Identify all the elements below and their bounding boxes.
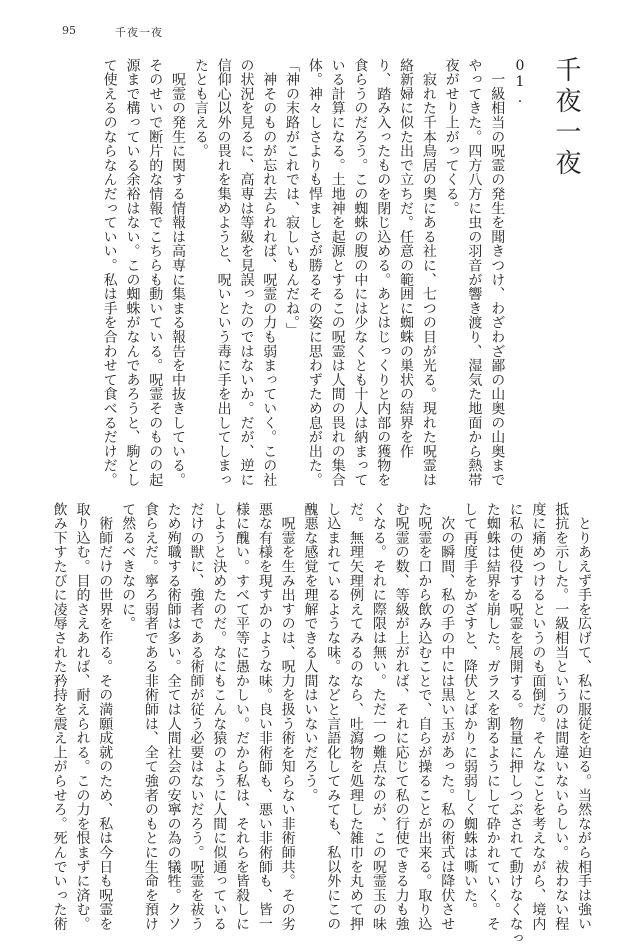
paragraph: 術師だけの世界を作る。その満願成就のため、私は今日も呪霊を 取り込む。目的さえあれば、耐えられる。この力を恨まずに済む。 飲み下すたびに凌辱された矜持を震え上がらせろ。死んでいった術: [51, 502, 114, 931]
top-text-block: [98, 58, 531, 487]
paragraph: 呪霊を生み出すのは、呪力を扱う術を知らない非術師共。その劣 悪な有様を現すかのような味。良い非術師も、悪い非術師も、皆一 様に醜い。すべて平等に愚かしい。だから私は、それらを皆殺しに しようと決めたのだ。なにもこんな猿のように人間に似通っている だけの獣に、強者である術師が従う必要はないだろう。呪霊を祓う ため殉職する術師は多い。全ては人間社会の安寧の為の犠牲。クソ 食らえだ。寧ろ弱者である非術師は、全て強者のもとに生命を預け て然るべきなのに。: [120, 502, 296, 931]
paragraph: 次の瞬間、私の手の中には黒い玉があった。私の術式は降伏させ た呪霊を口から飲み込むことで、自らが操ることが出来る。取り込 む呪霊の数、等級が上がれば、それに応じて私の行使できる力も強 くなる。それに際限は無い。ただ一つ難点なのが、この呪霊玉の味 だ。無理矢理例えてみるのなら、吐瀉物を処理した雑巾を丸めて押 し込まれているような味。などと言語化してみても、私以外にこの 醜悪な感覚を理解できる人間はいないだろう。: [302, 502, 456, 931]
bottom-text-block: [48, 502, 595, 945]
paragraph: とりあえず手を広げて、私に服従を迫る。当然ながら相手は強い 抵抗を示した。一級相当というのは間違いないらしい。祓わない程 度に痛めつけるというのも面倒だ。そんなことを考えながら、境内 に私の使役する呪霊を展開する。物量に押しつぶされて動けなくなっ た蜘蛛は結界を崩した。ガラスを割るようにして砕かれていく。そ して再度手をかざすと、降伏とばかりに弱弱しく蜘蛛は嘶いた。: [462, 502, 592, 945]
chapter-title: 千夜一夜: [551, 56, 581, 180]
paragraph: 一級相当の呪霊の発生を聞きつけ、わざわざ鄙の山奥の山奥まで やってきた。四方八方に虫の羽音が響き渡り、湿気た地面から熱帯 夜がせり上がってくる。: [443, 58, 506, 487]
dialogue-line: 「神の末路がこれでは、寂しいもんだね。」: [284, 58, 301, 337]
page-number: 95: [62, 24, 76, 37]
paragraph: 神そのものが忘れ去られれば、呪霊の力も弱まっていく。この社 の状況を見るに、高専は等級を見誤ったのではないか。だが、逆に 信仰心以外の畏れを集めようと、呪いという毒に手を出してしまっ たとも言える。: [192, 58, 278, 487]
paragraph: 寂れた千本鳥居の奥にある社に、七つの目が光る。現れた呪霊は 絡新婦に似た出で立ちだ。任意の範囲に蜘蛛の巣状の結界を作 り、踏み入ったものを閉じ込める。あとはじっくりと内部の獲物を 食らうのだろう。この蜘蛛の腹の中には少なくとも十人は納まって いる計算になる。土地神を起源とするこの呪霊は人間の畏れの集合 体。神々しさよりも悍ましさが勝るその姿に思わずため息が出た。: [306, 58, 437, 487]
section-label: 01.: [512, 58, 528, 106]
running-title: 千夜一夜: [115, 26, 163, 39]
paragraph: 呪霊の発生に関する情報は高専に集まる報告を中抜きしている。 そのせいで断片的な情報でこちらも動いている。呪霊そのものの起 源まで構っている余裕はない。この蜘蛛がなんであろうと、駒とし て使えるのならなんだっていい。私は手を合わせて食べるだけだ。: [101, 58, 187, 487]
